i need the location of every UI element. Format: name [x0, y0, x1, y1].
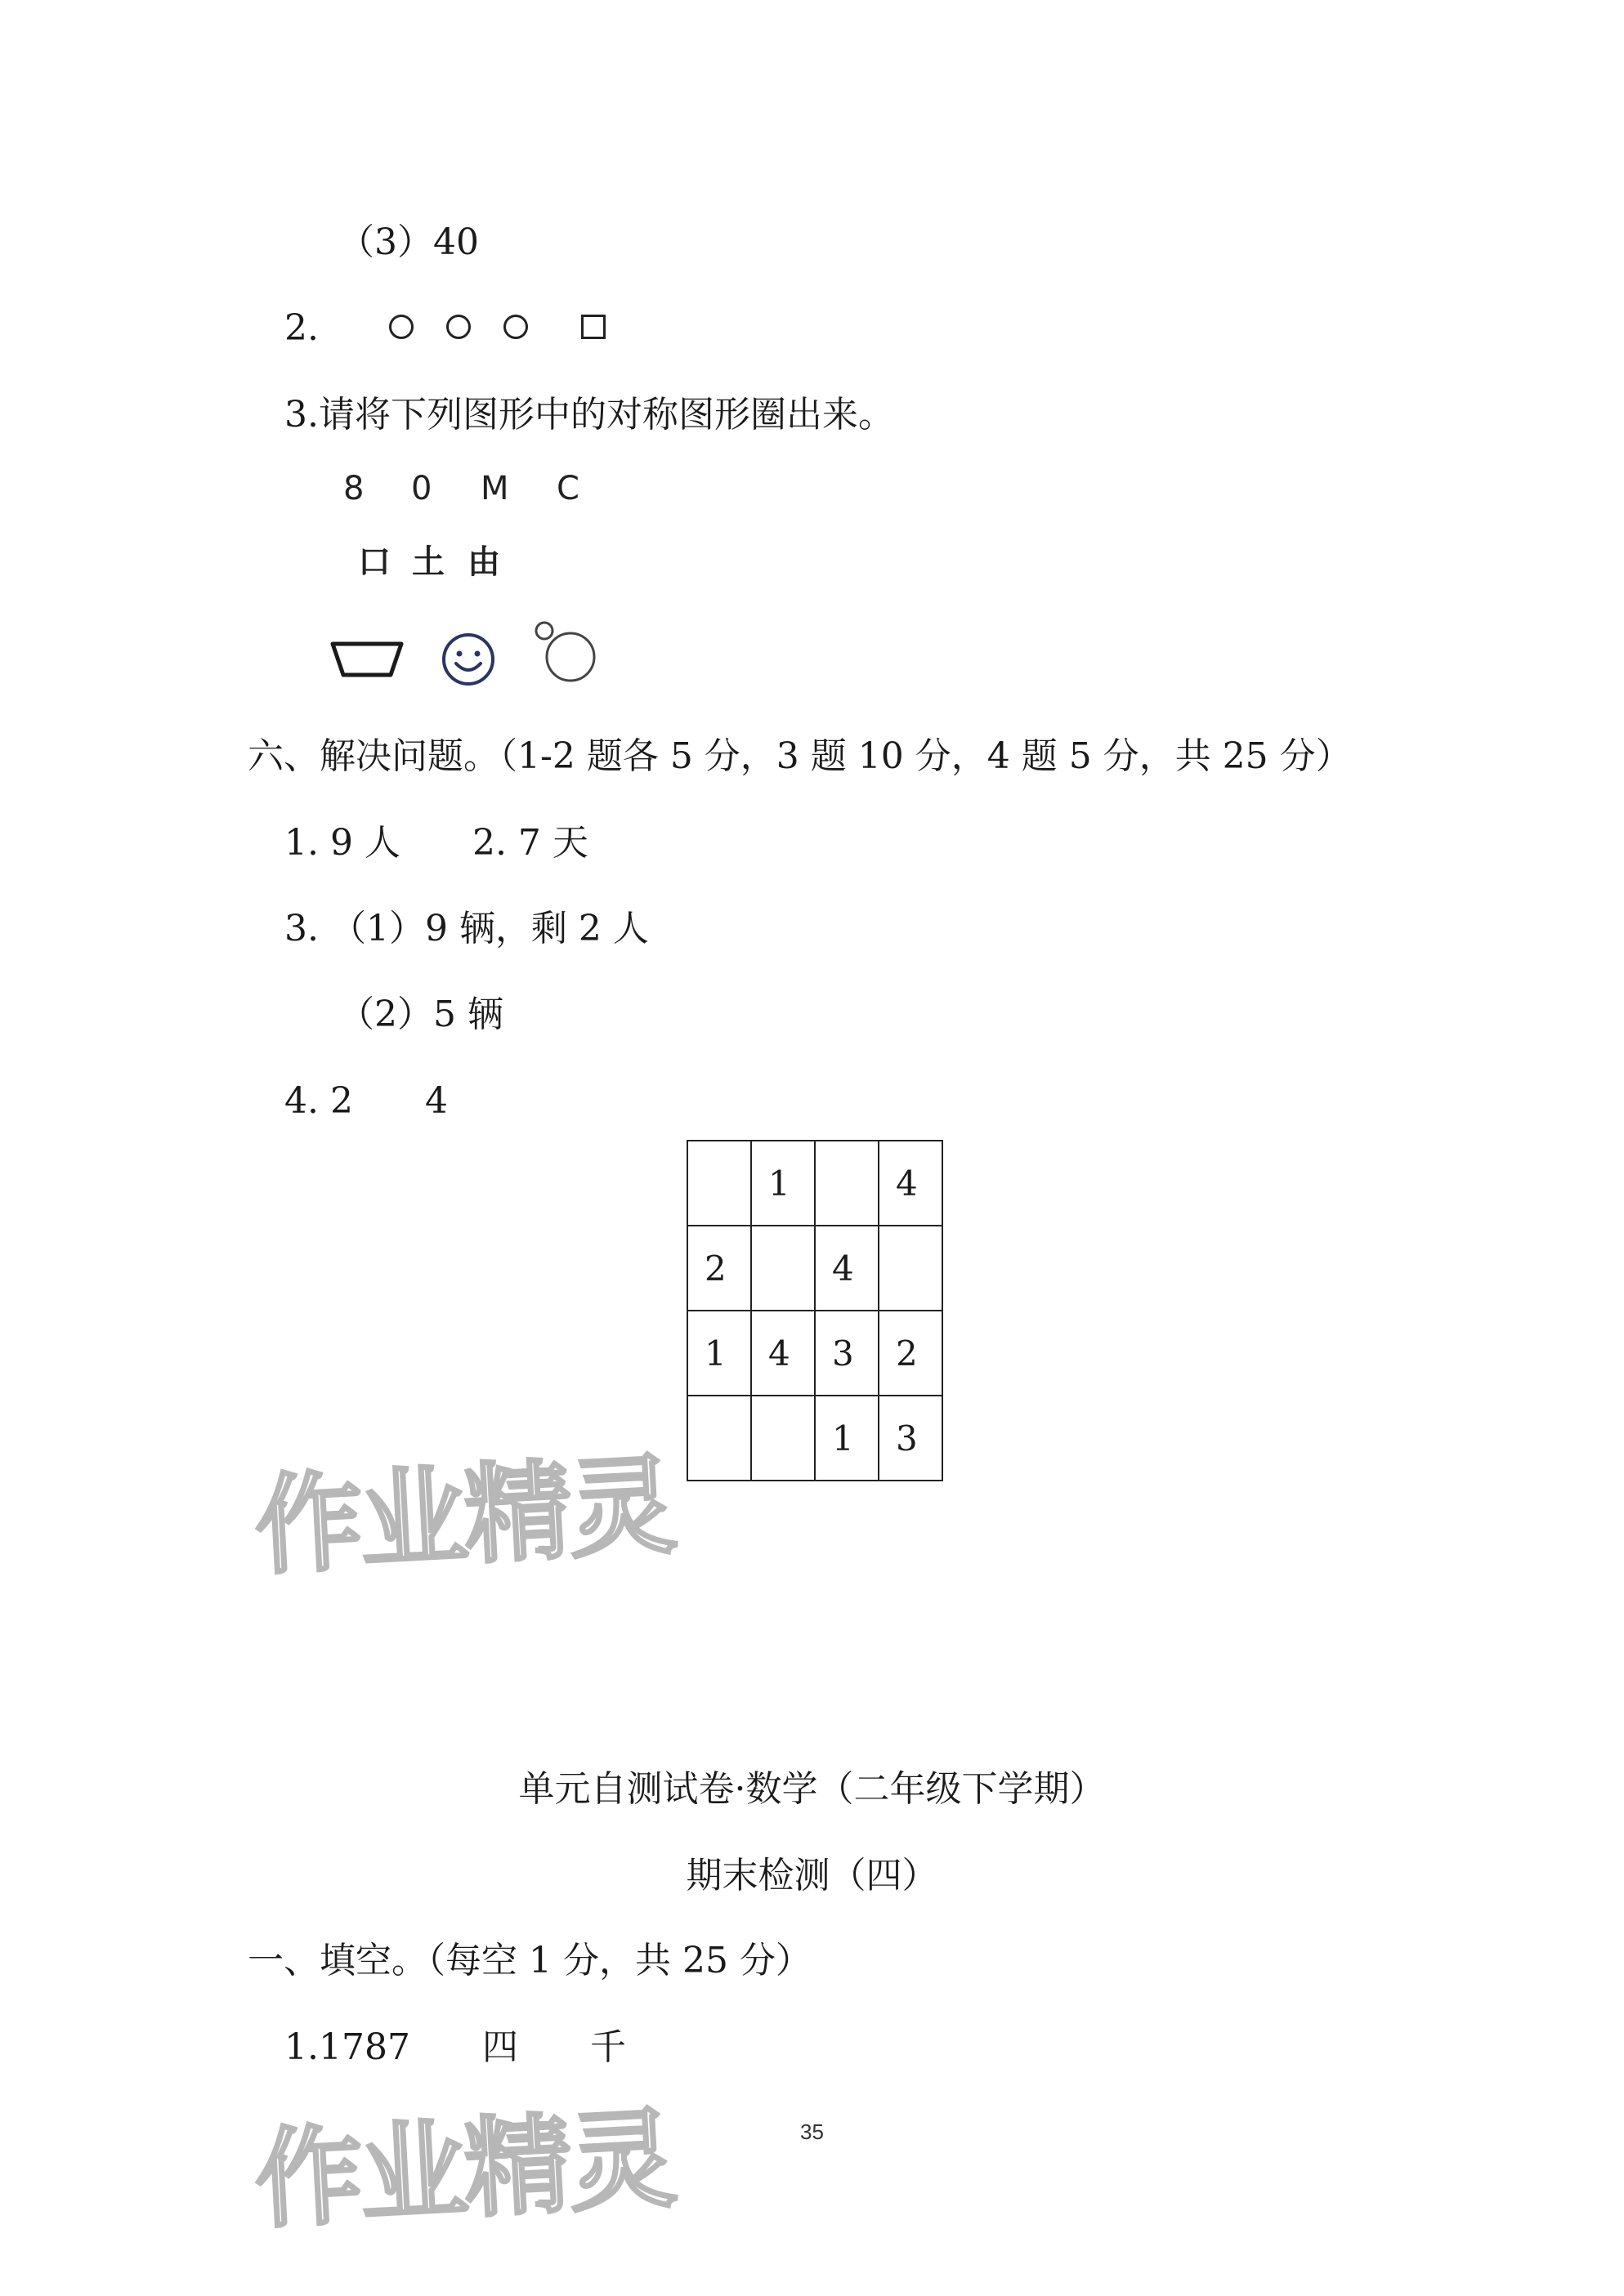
two-circles-icon: [533, 618, 598, 687]
grid-cell: [687, 1396, 751, 1481]
grid-cell: 2: [687, 1226, 751, 1311]
s6-q3-part1: 3. （1）9 辆，剩 2 人: [284, 908, 649, 949]
symbol-you: 由: [468, 543, 500, 581]
circle-icon: [389, 315, 414, 339]
exam-title: 单元自测试卷·数学（二年级下学期）: [518, 1768, 1106, 1810]
square-icon: [581, 315, 606, 339]
symbol-0: 0: [411, 470, 432, 507]
grid-cell: 4: [815, 1226, 879, 1311]
answer-q1-part3: （3）40: [338, 221, 479, 263]
grid-cell: [751, 1226, 815, 1311]
grid-row: [687, 1226, 942, 1311]
watermark-bottom: 作业精灵: [252, 2096, 677, 2245]
watermark-top: 作业精灵: [252, 1442, 677, 1591]
answer-q3-prompt: 3.请将下列图形中的对称图形圈出来。: [284, 394, 894, 436]
smiley-face-icon: [440, 631, 497, 688]
section6-heading: 六、解决问题。（1-2 题各 5 分，3 题 10 分，4 题 5 分，共 25 分）: [248, 735, 1352, 777]
grid-cell: [815, 1141, 879, 1226]
grid-row: [687, 1396, 942, 1481]
grid-cell: 3: [815, 1311, 879, 1396]
number-grid: [687, 1140, 943, 1481]
symbol-kou: 口: [358, 543, 391, 581]
symbol-tu: 土: [412, 543, 445, 581]
grid-cell: 3: [879, 1396, 942, 1481]
exam-subtitle: 期末检测（四）: [686, 1855, 938, 1896]
grid-cell: [751, 1396, 815, 1481]
grid-row: [687, 1311, 942, 1396]
s6-q1-q2-answers: 1. 9 人 2. 7 天: [284, 822, 588, 864]
answer-q2-label: 2.: [284, 307, 319, 349]
s6-q3-part2: （2）5 辆: [338, 994, 503, 1035]
grid-cell: 2: [879, 1311, 942, 1396]
grid-cell: 4: [879, 1141, 942, 1226]
symbol-8: 8: [343, 470, 365, 507]
grid-cell: 1: [815, 1396, 879, 1481]
symbol-m: M: [481, 470, 509, 507]
section1-heading: 一、填空。（每空 1 分，共 25 分）: [248, 1940, 812, 1981]
circle-icon: [503, 315, 528, 339]
trapezoid-icon: [330, 639, 404, 680]
grid-cell: [879, 1226, 942, 1311]
grid-cell: 4: [751, 1311, 815, 1396]
grid-cell: [687, 1141, 751, 1226]
circle-icon: [446, 315, 471, 339]
grid-cell: 1: [751, 1141, 815, 1226]
symbol-c: C: [557, 470, 579, 507]
s6-q4-answer: 4. 2 4: [284, 1080, 448, 1122]
grid-cell: 1: [687, 1311, 751, 1396]
grid-row: [687, 1141, 942, 1226]
page-number: 35: [800, 2120, 824, 2144]
section1-q1-answer: 1.1787 四 千: [284, 2026, 626, 2068]
